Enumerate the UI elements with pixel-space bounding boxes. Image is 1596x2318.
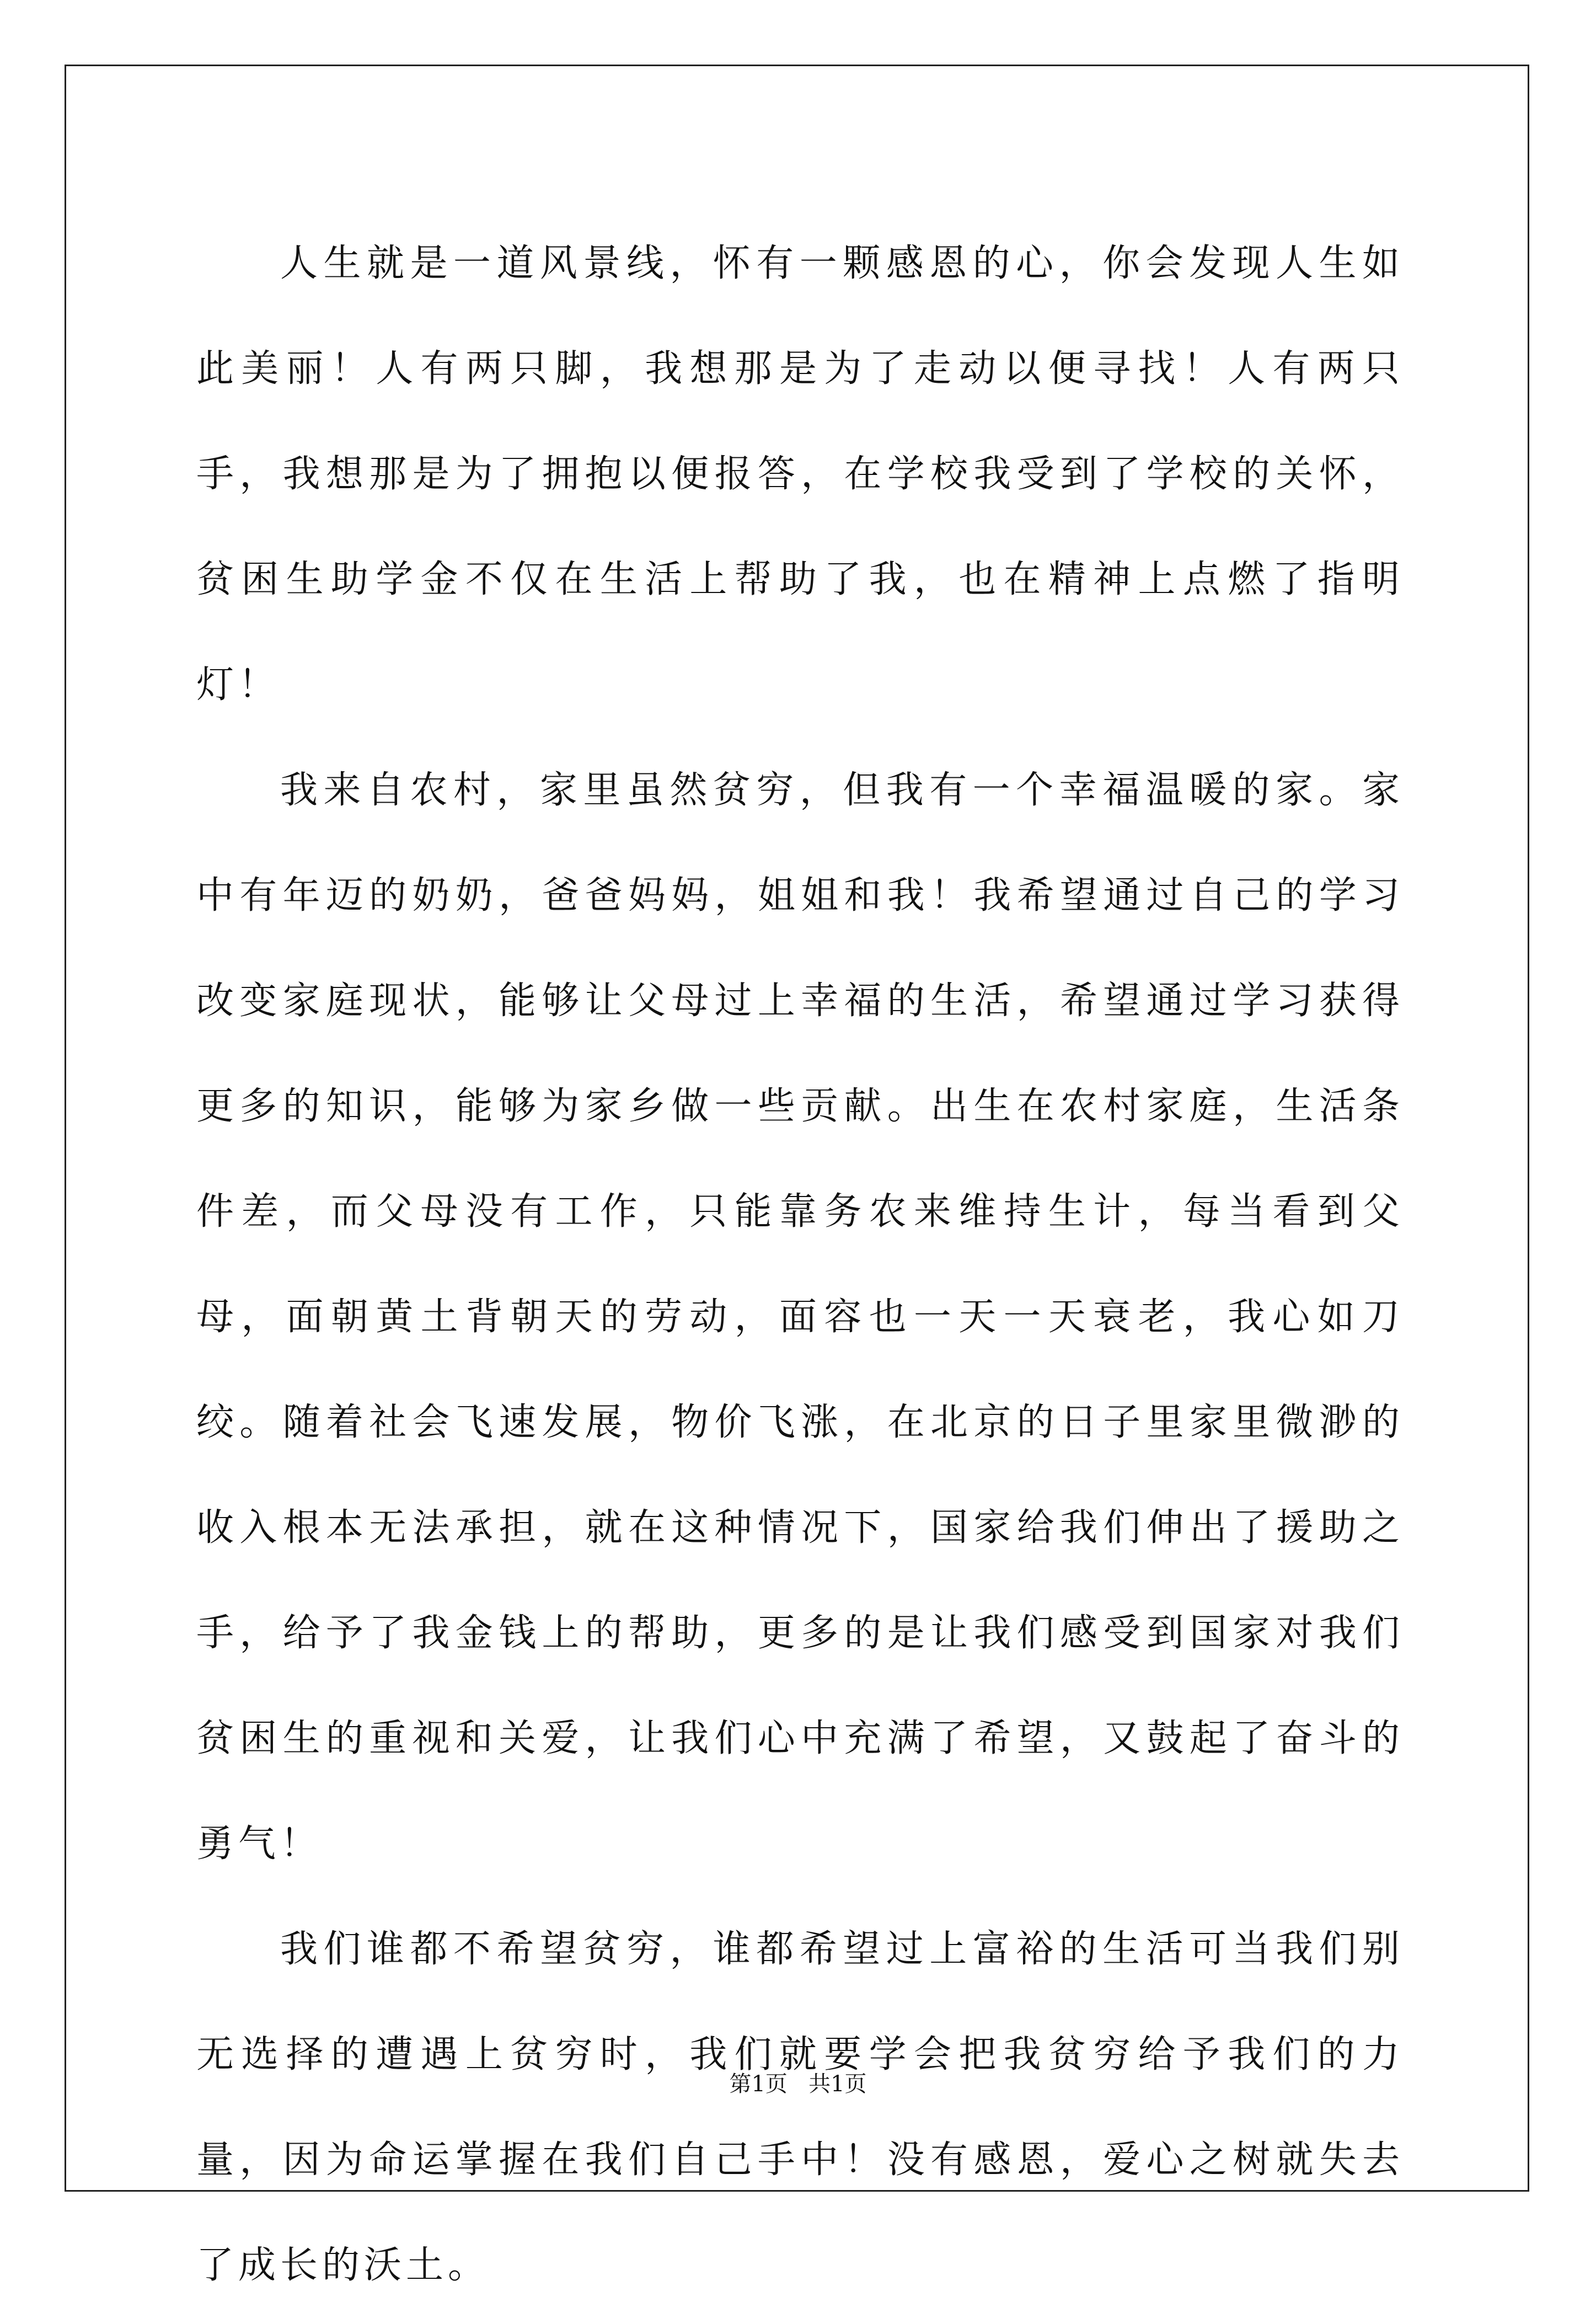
- page-number: 第1页: [729, 2071, 788, 2097]
- document-body: [196, 211, 1404, 2318]
- paragraph-3: 我们谁都不希望贫穷，谁都希望过上富裕的生活可当我们别无选择的遭遇上贫穷时，我们就要学会把我贫穷给予我们的力量，因为命运掌握在我们自己手中！没有感恩，爱心之树就失去了成长的沃土。: [196, 1927, 1404, 2287]
- paragraph-2: 我来自农村，家里虽然贫穷，但我有一个幸福温暖的家。家中有年迈的奶奶，爸爸妈妈，姐姐和我！我希望通过自己的学习改变家庭现状，能够让父母过上幸福的生活，希望通过学习获得更多的知识，能够为家乡做一些贡献。出生在农村家庭，生活条件差，而父母没有工作，只能靠务农来维持生计，每当看到父母，面朝黄土背朝天的劳动，面容也一天一天衰老，我心如刀绞。随着社会飞速发展，物价飞涨，在北京的日子里家里微渺的收入根本无法承担，就在这种情况下，国家给我们伸出了援助之手，给予了我金钱上的帮助，更多的是让我们感受到国家对我们贫困生的重视和关爱，让我们心中充满了希望，又鼓起了奋斗的勇气！: [196, 768, 1404, 1866]
- footer-spacer: [788, 2071, 808, 2097]
- total-pages: 共1页: [808, 2071, 867, 2097]
- paragraph-1: 人生就是一道风景线，怀有一颗感恩的心，你会发现人生如此美丽！人有两只脚，我想那是为了走动以便寻找！人有两只手，我想那是为了拥抱以便报答，在学校我受到了学校的关怀，贫困生助学金不仅在生活上帮助了我，也在精神上点燃了指明灯！: [196, 242, 1404, 707]
- page-footer: [0, 2069, 1596, 2100]
